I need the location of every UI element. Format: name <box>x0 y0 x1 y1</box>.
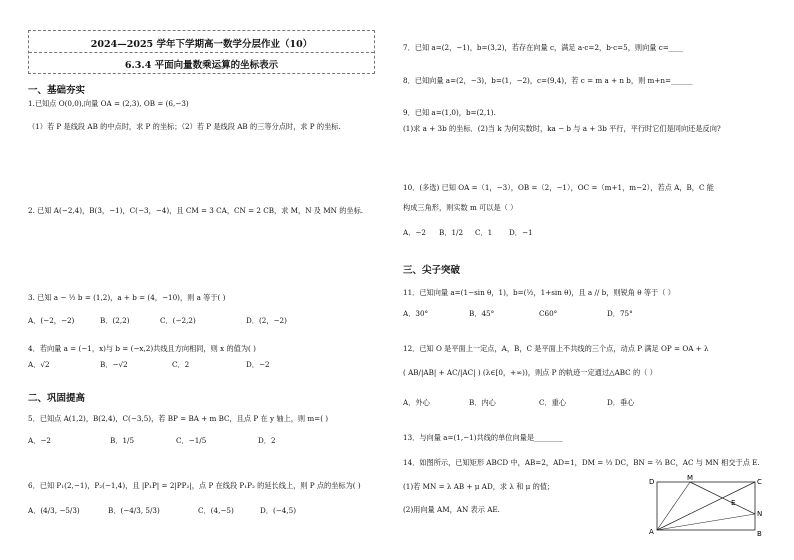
label-a: A <box>649 528 654 536</box>
q12-option-d: D．垂心 <box>607 398 635 407</box>
question-5-options <box>28 436 276 446</box>
question-14-part1: (1)若 MN = λ AB + μ AD，求 λ 和 μ 的值； <box>403 482 555 491</box>
q4-option-a: A．√2 <box>28 360 50 369</box>
question-8-blank: ______ <box>671 76 693 85</box>
q6-option-b: B．(−4/3, 5/3) <box>108 506 160 515</box>
question-6: 6．已知 P₁(2,−1)，P₂(−1,4)，且 |P₁P| = 2|PP₂|，点 P 在线段 P₁P₂ 的延长线上，则 P 点的坐标为( ) <box>28 481 361 490</box>
question-1: 1.已知点 O(0,0),向量 OA = (2,3), OB = (6,−3) <box>28 99 189 108</box>
question-7 <box>403 43 683 53</box>
question-1-parts: （1）若 P 是线段 AB 的中点时，求 P 的坐标；（2）若 P 是线段 AB 的三等分点时，求 P 的坐标. <box>28 122 341 131</box>
question-4-options <box>28 360 270 370</box>
q11-option-c: C60° <box>539 309 558 318</box>
q11-option-b: B．45° <box>469 309 495 318</box>
q3-option-b: B．(2,2) <box>100 316 130 325</box>
question-2: 2. 已知 A(−2,4)，B(3，−1)，C(−3，−4)，且 CM = 3 CA，CN = 2 CB，求 M，N 及 MN 的坐标. <box>28 206 364 215</box>
question-10-options <box>403 228 533 238</box>
label-c: C <box>757 478 762 486</box>
question-11-options <box>403 309 633 319</box>
segment-am <box>657 482 690 530</box>
question-8-text: 8．已知向量 a=(2，−3)，b=(1，−2)，c=(9,4)，若 c = m a + n b，则 m+n= <box>403 76 672 85</box>
question-11: 11．已知向量 a=(1−sin θ，1)，b=(½，1+sin θ)，且 a // b，则锐角 θ 等于（ ） <box>403 288 675 297</box>
label-n: N <box>757 510 763 518</box>
title-divider <box>29 52 374 53</box>
q3-option-d: D．(2，−2) <box>246 316 287 325</box>
question-13 <box>403 433 563 443</box>
question-13-text: 13．与向量 a=(1,−1)共线的单位向量是 <box>403 433 535 442</box>
question-13-blank: ________ <box>534 433 563 442</box>
q5-option-c: C．−1/5 <box>176 436 207 445</box>
q10-option-b: B．1/2 <box>439 228 464 237</box>
question-9-parts: (1)求 a + 3b 的坐标．(2)当 k 为何实数时，ka − b 与 a + 3b 平行，平行时它们是同向还是反向? <box>403 124 721 133</box>
question-3: 3. 已知 a − ½ b = (1,2)，a + b = (4，−10)，则 a 等于( ) <box>28 293 226 302</box>
q3-option-a: A．(−2，−2) <box>28 316 75 325</box>
question-9: 9．已知 a=(1,0)，b=(2,1). <box>403 108 496 117</box>
q12-option-c: C．重心 <box>539 398 567 407</box>
q4-option-b: B．−√2 <box>100 360 128 369</box>
question-7-blank: ____ <box>668 43 684 52</box>
q10-option-d: D．−1 <box>509 228 533 237</box>
q6-option-a: A．(4/3, −5/3) <box>28 506 80 515</box>
section-basic: 一、基础夯实 <box>28 85 86 96</box>
segment-an <box>657 514 755 530</box>
question-6-options <box>28 506 296 516</box>
label-e: E <box>731 499 736 507</box>
rectangle-figure <box>647 474 765 536</box>
q10-option-a: A．−2 <box>403 228 426 237</box>
question-12-cont: ( AB/|AB| + AC/|AC| ) (λ∈[0，+∞))，则点 P 的轨迹一定通过△ABC 的（ ） <box>403 368 657 377</box>
question-12-options <box>403 398 634 408</box>
right-column <box>397 0 794 560</box>
q3-option-c: C．(−2,2) <box>160 316 196 325</box>
q12-option-a: A．外心 <box>403 398 430 407</box>
section-consolidate: 二、巩固提高 <box>28 393 86 404</box>
q11-option-d: D．75° <box>607 309 633 318</box>
question-7-text: 7．已知 a=(2，−1)，b=(3,2)，若存在向量 c，满足 a·c=2，b·c=5，则向量 c= <box>403 43 669 52</box>
q12-option-b: B．内心 <box>469 398 496 407</box>
section-top: 三、尖子突破 <box>403 265 461 276</box>
question-8 <box>403 76 693 86</box>
q11-option-a: A．30° <box>403 309 429 318</box>
q5-option-d: D．2 <box>258 436 276 445</box>
label-d: D <box>649 478 655 486</box>
q5-option-b: B．1/5 <box>110 436 135 445</box>
q6-option-c: C．(4,−5) <box>198 506 234 515</box>
diagonal-ac <box>657 482 755 530</box>
title-box <box>28 30 375 74</box>
question-5: 5．已知点 A(1,2)，B(2,4)，C(−3,5)，若 BP = BA + m BC，且点 P 在 y 轴上，则 m=( ) <box>28 414 329 423</box>
q10-option-c: C．1 <box>475 228 493 237</box>
question-14-part2: (2)用向量 AM，AN 表示 AE. <box>403 505 500 514</box>
question-3-options <box>28 316 287 326</box>
q5-option-a: A．−2 <box>28 436 51 445</box>
label-b: B <box>757 530 762 536</box>
q4-option-c: C．2 <box>172 360 190 369</box>
label-m: M <box>687 474 694 482</box>
question-10-cont: 构成三角形，则实数 m 可以是（ ） <box>403 203 518 212</box>
question-14: 14．如图所示，已知矩形 ABCD 中，AB=2，AD=1，DM = ⅓ DC，BN = ⅔ BC，AC 与 MN 相交于点 E. <box>403 458 760 467</box>
page-title: 2024—2025 学年下学期高一数学分层作业（10） <box>90 39 313 50</box>
question-10: 10．(多选) 已知 OA =（1，−3），OB =（2，−1），OC =（m+1，m−2），若点 A，B，C 能 <box>403 183 714 192</box>
page-subtitle: 6.3.4 平面向量数乘运算的坐标表示 <box>124 60 279 71</box>
q6-option-d: D．(−4,5) <box>260 506 297 515</box>
q4-option-d: D．−2 <box>246 360 270 369</box>
question-12: 12．已知 O 是平面上一定点，A，B，C 是平面上不共线的三个点，动点 P 满足 OP = OA + λ <box>403 344 709 353</box>
question-4: 4．若向量 a = (−1，x)与 b = (−x,2)共线且方向相同，则 x 的值为( ) <box>28 344 256 353</box>
